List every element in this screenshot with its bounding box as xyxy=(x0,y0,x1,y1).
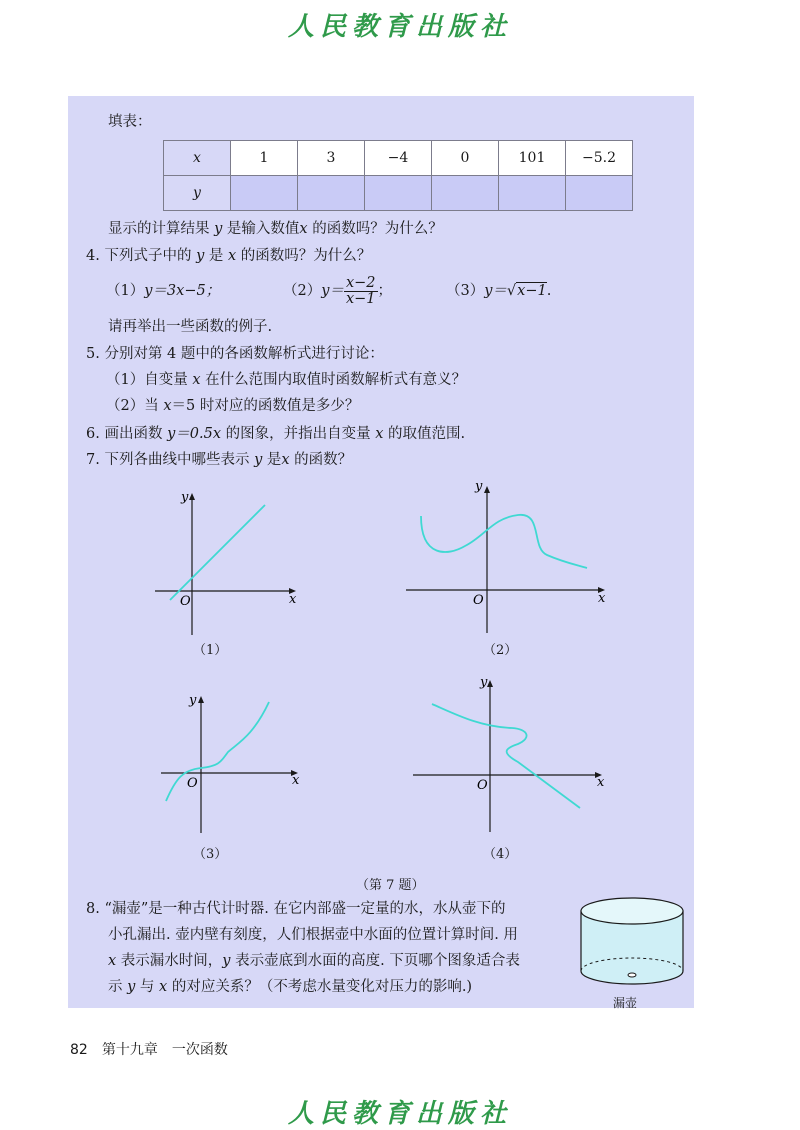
fraction: $\frac{x-2}{x-1}$ xyxy=(345,274,376,307)
drain-hole xyxy=(628,973,636,977)
graph-1 xyxy=(150,485,310,640)
q3-followup: 显示的计算结果 y 是输入数值x 的函数吗？为什么？ xyxy=(108,221,443,237)
q4-item-2: （2）y＝ $\frac{x-2}{x-1}$ ； xyxy=(283,274,392,307)
q4-more-examples: 请再举出一些函数的例子. xyxy=(108,319,273,335)
chapter-title: 第十九章 一次函数 xyxy=(101,1042,228,1058)
table-header-x: x xyxy=(164,141,231,176)
origin-label: O xyxy=(180,594,191,609)
origin-label: O xyxy=(187,776,198,791)
graph-4 xyxy=(410,672,610,837)
figure-caption-q7: （第 7 题） xyxy=(356,878,425,893)
q8-line-3: x 表示漏水时间，y 表示壶底到水面的高度. 下页哪个图象适合表 xyxy=(108,953,520,969)
y-axis-label: y xyxy=(480,675,488,690)
graph-2-label: （2） xyxy=(483,643,518,658)
table-cell-x: −4 xyxy=(365,141,432,176)
q8-line-2: 小孔漏出. 壶内壁有刻度，人们根据壶中水面的位置计算时间. 用 xyxy=(108,927,518,943)
x-axis-label: x xyxy=(292,773,300,788)
q4-item-3: （3）y＝√x−1. xyxy=(446,283,552,299)
page-footer xyxy=(70,1039,228,1059)
x-axis-label: x xyxy=(597,775,605,790)
water-clock-caption: 漏壶 xyxy=(613,996,638,1010)
table-cell-x: 3 xyxy=(298,141,365,176)
curve-4 xyxy=(432,704,580,808)
water-clock-illustration xyxy=(576,893,688,993)
table-cell-blank xyxy=(566,176,633,211)
publisher-footer: 人民教育出版社 xyxy=(287,1099,512,1129)
vessel-rim xyxy=(581,898,683,924)
table-cell-blank xyxy=(231,176,298,211)
table-cell-x: 1 xyxy=(231,141,298,176)
origin-label: O xyxy=(477,778,488,793)
y-axis-label: y xyxy=(189,693,197,708)
y-axis-label: y xyxy=(475,479,483,494)
q6-question: 6. 画出函数 y＝0.5x 的图象，并指出自变量 x 的取值范围. xyxy=(86,426,466,442)
y-axis-arrow xyxy=(189,493,195,500)
page-number: 82 xyxy=(70,1042,88,1058)
table-row-y xyxy=(164,176,633,211)
table-row-x xyxy=(164,141,633,176)
y-axis-arrow xyxy=(487,680,493,687)
table-cell-x: 0 xyxy=(432,141,499,176)
table-cell-blank xyxy=(432,176,499,211)
q4-item-1: （1）y＝3x−5； xyxy=(106,283,221,299)
table-header-y: y xyxy=(164,176,231,211)
graph-3 xyxy=(158,688,308,838)
graph-3-label: （3） xyxy=(193,847,228,862)
publisher-header: 人民教育出版社 xyxy=(287,12,512,42)
curve-1 xyxy=(170,505,265,600)
origin-label: O xyxy=(473,593,484,608)
table-cell-blank xyxy=(298,176,365,211)
table-cell-blank xyxy=(365,176,432,211)
table-cell-blank xyxy=(499,176,566,211)
value-table xyxy=(163,140,633,211)
y-axis-arrow xyxy=(198,696,204,703)
table-cell-x: −5.2 xyxy=(566,141,633,176)
y-axis-arrow xyxy=(484,486,490,493)
q8-line-4: 示 y 与 x 的对应关系？（不考虑水量变化对压力的影响.) xyxy=(108,979,473,995)
curve-3 xyxy=(166,702,269,801)
x-axis-label: x xyxy=(289,592,297,607)
q5-sub-2: （2）当 x＝5 时对应的函数值是多少？ xyxy=(106,398,360,414)
graph-2 xyxy=(403,478,613,638)
q5-question: 5. 分别对第 4 题中的各函数解析式进行讨论： xyxy=(86,346,384,362)
graph-4-label: （4） xyxy=(483,847,518,862)
q5-sub-1: （1）自变量 x 在什么范围内取值时函数解析式有意义？ xyxy=(106,372,467,388)
curve-2 xyxy=(421,515,587,568)
q8-line-1: 8. “漏壶”是一种古代计时器. 在它内部盛一定量的水，水从壶下的 xyxy=(86,901,506,917)
y-axis-label: y xyxy=(181,490,189,505)
table-intro: 填表： xyxy=(108,114,152,130)
graph-1-label: （1） xyxy=(193,643,228,658)
q4-question: 4. 下列式子中的 y 是 x 的函数吗？为什么？ xyxy=(86,248,372,264)
q7-question: 7. 下列各曲线中哪些表示 y 是x 的函数？ xyxy=(86,452,353,468)
x-axis-label: x xyxy=(598,591,606,606)
table-cell-x: 101 xyxy=(499,141,566,176)
